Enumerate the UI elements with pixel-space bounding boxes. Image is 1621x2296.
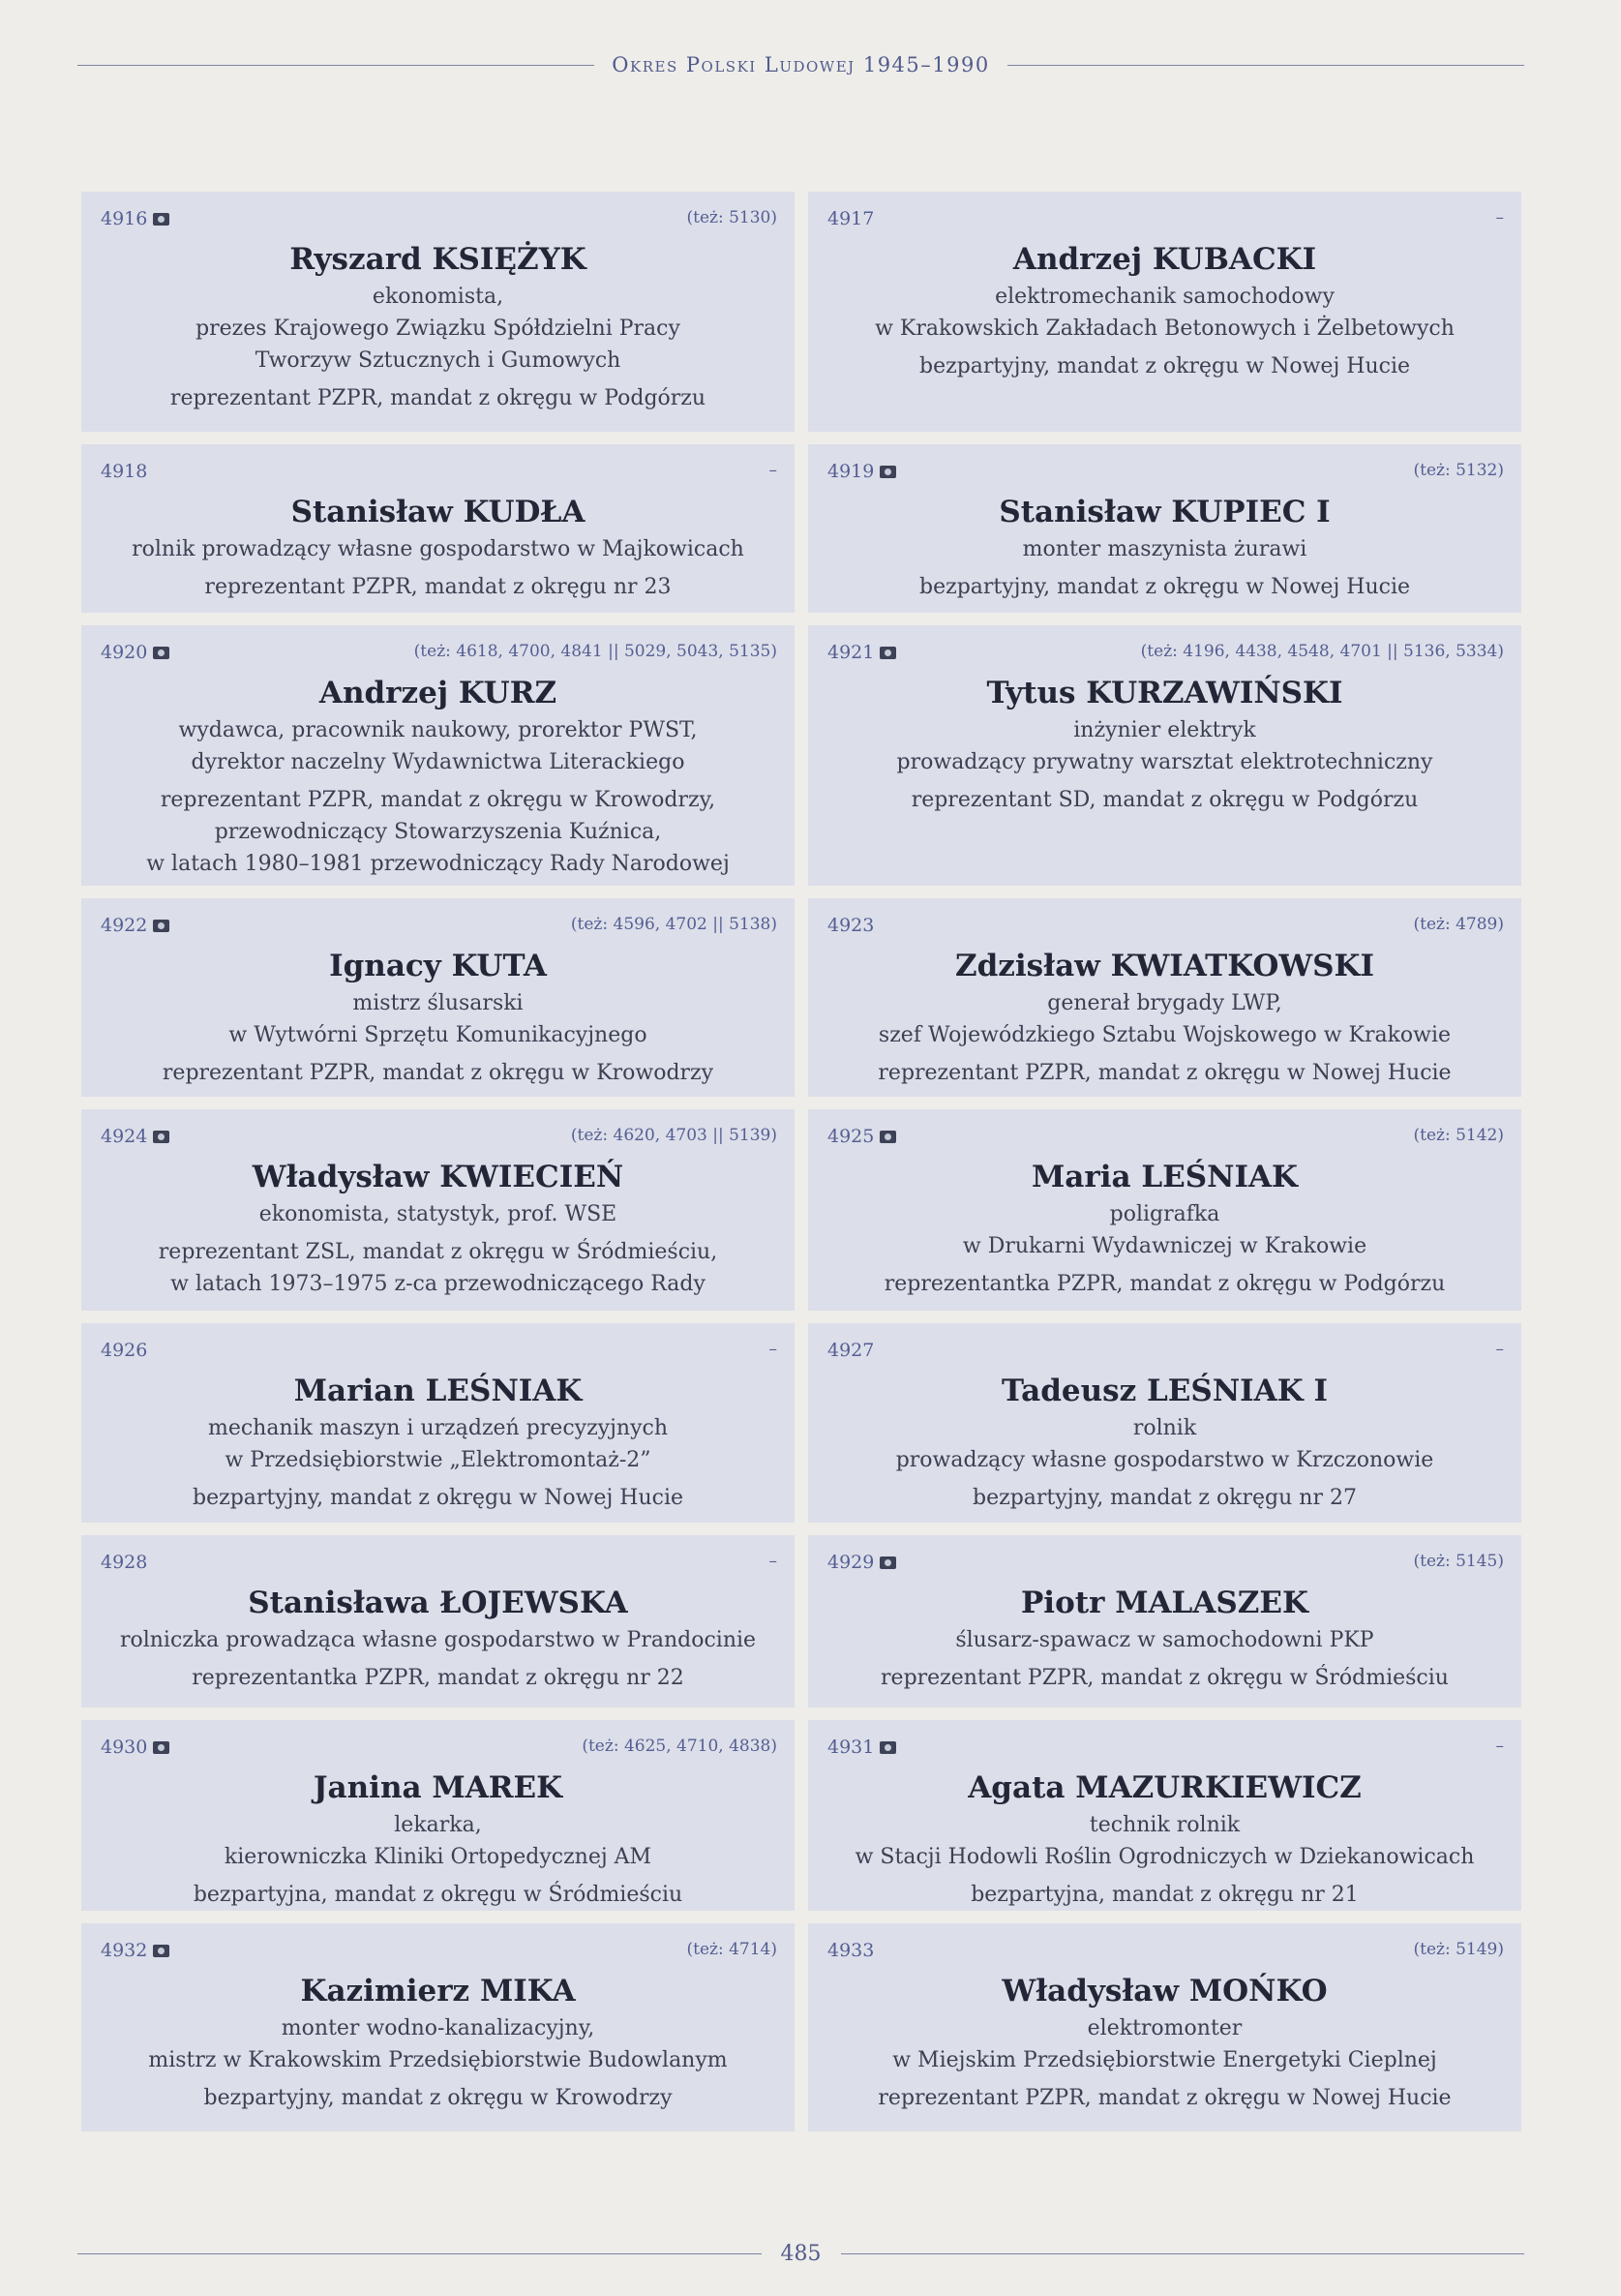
entry-number [101,1126,169,1147]
entry-description-line: rolnik prowadzący własne gospodarstwo w Majkowicach [132,537,744,561]
camera-icon [153,1131,169,1143]
running-header [77,50,1524,79]
entry-cross-reference: (też: 5130) [686,208,777,227]
entry-description-line: bezpartyjny, mandat z okręgu w Nowej Hucie [193,1486,683,1510]
entry-number-text: 4931 [827,1737,875,1758]
person-name: Marian LEŚNIAK [293,1374,583,1408]
entry-description-line: w Drukarni Wydawniczej w Krakowie [962,1234,1367,1258]
entry-description-line: kierowniczka Kliniki Ortopedycznej AM [224,1845,652,1869]
person-name: Piotr MALASZEK [1020,1586,1308,1620]
entry-number [827,915,874,936]
entry-description-line: wydawca, pracownik naukowy, prorektor PWST, [178,718,698,742]
entry-description-line: dyrektor naczelny Wydawnictwa Literackiego [191,750,685,774]
person-name: Maria LEŚNIAK [1031,1160,1299,1194]
entry-card [808,1323,1521,1523]
entry-card [808,1109,1521,1311]
camera-icon [880,1741,896,1754]
entry-description-line: reprezentant PZPR, mandat z okręgu w Krowodrzy [162,1061,714,1085]
entry-card [808,1923,1521,2131]
entry-card [81,1535,795,1707]
entry-description-line: bezpartyjna, mandat z okręgu nr 21 [971,1883,1359,1907]
entry-description-line: mistrz w Krakowskim Przedsiębiorstwie Budowlanym [148,2048,728,2072]
camera-icon [880,1556,896,1569]
entry-body [101,1584,775,1694]
entry-description-line: technik rolnik [1089,1813,1241,1837]
person-name: Kazimierz MIKA [300,1974,576,2009]
entry-description-line: w Przedsiębiorstwie „Elektromontaż-2” [225,1448,651,1472]
entry-number [101,208,169,229]
entry-description-line: ekonomista, statystyk, prof. WSE [258,1202,617,1226]
entry-description-line: reprezentant ZSL, mandat z okręgu w Śródmieściu, [158,1240,718,1264]
entry-description-line: bezpartyjny, mandat z okręgu nr 27 [973,1486,1357,1510]
entries-grid [81,192,1521,2131]
entry-body [101,240,775,414]
entry-cross-reference: (też: 4625, 4710, 4838) [582,1737,777,1756]
entry-number-text: 4930 [101,1737,148,1758]
person-name: Andrzej KURZ [318,676,557,710]
entry-card [808,625,1521,886]
entry-number [827,461,896,482]
entry-description-line: prezes Krajowego Związku Spółdzielni Pracy [195,317,680,341]
person-name: Ryszard KSIĘŻYK [289,242,586,277]
person-name: Tytus KURZAWIŃSKI [986,676,1343,710]
footer-rule-left [77,2253,762,2254]
entry-card [81,192,795,432]
entry-body [827,1372,1502,1514]
entry-cross-reference: (też: 5132) [1413,461,1504,480]
entry-description-line: w latach 1980–1981 przewodniczący Rady Narodowej [146,852,730,876]
person-name: Władysław KWIECIEŃ [252,1160,624,1194]
entry-description-line: w Krakowskich Zakładach Betonowych i Żelbetowych [875,317,1455,341]
entry-description-line: reprezentant PZPR, mandat z okręgu w Śródmieściu [881,1666,1449,1690]
entry-body [827,1972,1502,2114]
entry-card [81,1720,795,1911]
person-name: Agata MAZURKIEWICZ [968,1770,1362,1805]
entry-description-line: lekarka, [394,1813,482,1837]
entry-card [81,1323,795,1523]
entry-card [808,444,1521,613]
entry-cross-reference: – [1495,208,1504,227]
entry-number-text: 4918 [101,461,148,482]
camera-icon [880,647,896,659]
entry-number-text: 4932 [101,1940,148,1961]
entry-number-text: 4919 [827,461,875,482]
camera-icon [153,213,169,226]
entry-description-line: ekonomista, [372,285,504,309]
entry-description-line: mechanik maszyn i urządzeń precyzyjnych [207,1416,669,1440]
entry-description-line: rolniczka prowadząca własne gospodarstwo w Prandocinie [119,1628,757,1652]
person-name: Stanisław KUDŁA [290,495,585,529]
entry-cross-reference: (też: 4618, 4700, 4841 || 5029, 5043, 5135) [413,642,777,661]
entry-number-text: 4916 [101,208,148,229]
entry-description-line: w Wytwórni Sprzętu Komunikacyjnego [228,1023,647,1047]
entry-number [827,1940,874,1961]
entry-number-text: 4926 [101,1340,148,1361]
camera-icon [153,647,169,659]
entry-card [81,898,795,1097]
entry-body [101,1158,775,1300]
entry-number [101,1940,169,1961]
entry-description-line: reprezentantka PZPR, mandat z okręgu w Podgórzu [884,1272,1446,1296]
person-name: Stanisław KUPIEC I [999,495,1331,529]
person-name: Władysław MOŃKO [1002,1974,1328,2009]
entry-description-line: mistrz ślusarski [352,991,524,1015]
entry-card [808,192,1521,432]
page-number: 485 [780,2241,822,2266]
entry-description-line: bezpartyjna, mandat z okręgu w Śródmieściu [193,1883,683,1907]
entry-cross-reference: (też: 4789) [1413,915,1504,934]
entry-number-text: 4922 [101,915,148,936]
camera-icon [153,920,169,932]
entry-card [81,1109,795,1311]
entry-description-line: w latach 1973–1975 z-ca przewodniczącego Rady [170,1272,705,1296]
entry-description-line: generał brygady LWP, [1047,991,1282,1015]
entry-number [101,642,169,663]
camera-icon [153,1741,169,1754]
entry-description-line: reprezentant PZPR, mandat z okręgu w Nowej Hucie [878,1061,1452,1085]
entry-description-line: bezpartyjny, mandat z okręgu w Nowej Hucie [919,575,1410,599]
entry-cross-reference: (też: 5142) [1413,1126,1504,1145]
entry-card [81,625,795,886]
entry-card [81,444,795,613]
entry-description-line: elektromonter [1087,2016,1243,2040]
person-name: Janina MAREK [313,1770,563,1805]
entry-description-line: w Stacji Hodowli Roślin Ogrodniczych w Dziekanowicach [855,1845,1475,1869]
entry-card [81,1923,795,2131]
entry-description-line: reprezentant PZPR, mandat z okręgu w Krowodrzy, [160,788,716,812]
entry-number-text: 4928 [101,1552,148,1573]
entry-number-text: 4924 [101,1126,148,1147]
entry-description-line: szef Wojewódzkiego Sztabu Wojskowego w Krakowie [878,1023,1452,1047]
footer-rule-right [841,2253,1525,2254]
page-footer [77,2234,1524,2273]
header-rule-right [1007,65,1524,66]
entry-cross-reference: – [768,461,777,480]
entry-cross-reference: (też: 5149) [1413,1940,1504,1959]
entry-body [827,240,1502,382]
page-title: Okres Polski Ludowej 1945–1990 [612,53,990,76]
header-rule-left [77,65,594,66]
camera-icon [880,1131,896,1143]
entry-number [827,642,896,663]
entry-number-text: 4925 [827,1126,875,1147]
entry-number [101,1340,147,1361]
entry-body [827,1584,1502,1694]
person-name: Zdzisław KWIATKOWSKI [955,949,1374,983]
person-name: Stanisława ŁOJEWSKA [248,1586,628,1620]
entry-number-text: 4923 [827,915,875,936]
entry-cross-reference: (też: 5145) [1413,1552,1504,1571]
entry-number-text: 4927 [827,1340,875,1361]
entry-description-line: reprezentant PZPR, mandat z okręgu w Nowej Hucie [878,2086,1452,2110]
entry-description-line: reprezentant PZPR, mandat z okręgu w Podgórzu [169,386,706,410]
entry-number-text: 4933 [827,1940,875,1961]
entry-description-line: bezpartyjny, mandat z okręgu w Nowej Hucie [919,354,1410,378]
entry-number [827,208,874,229]
entry-cross-reference: (też: 4714) [686,1940,777,1959]
entry-description-line: reprezentant SD, mandat z okręgu w Podgórzu [911,788,1419,812]
entry-number [101,915,169,936]
entry-number-text: 4920 [101,642,148,663]
entry-body [827,493,1502,603]
entry-number [101,461,147,482]
entry-description-line: reprezentantka PZPR, mandat z okręgu nr 22 [192,1666,684,1690]
person-name: Ignacy KUTA [329,949,547,983]
entry-body [101,674,775,880]
entry-body [101,493,775,603]
entry-description-line: monter maszynista żurawi [1022,537,1307,561]
entry-number [101,1737,169,1758]
entry-description-line: inżynier elektryk [1073,718,1256,742]
entry-cross-reference: – [768,1552,777,1571]
camera-icon [880,466,896,478]
entry-card [808,898,1521,1097]
entry-body [827,674,1502,816]
entry-number-text: 4929 [827,1552,875,1573]
entry-description-line: w Miejskim Przedsiębiorstwie Energetyki Cieplnej [892,2048,1437,2072]
entry-description-line: elektromechanik samochodowy [995,285,1335,309]
entry-cross-reference: (też: 4196, 4438, 4548, 4701 || 5136, 5334) [1140,642,1504,661]
person-name: Tadeusz LEŚNIAK I [1002,1374,1328,1408]
entry-description-line: prowadzący własne gospodarstwo w Krzczonowie [895,1448,1434,1472]
entry-description-line: ślusarz-spawacz w samochodowni PKP [955,1628,1374,1652]
entry-description-line: przewodniczący Stowarzyszenia Kuźnica, [214,820,662,844]
camera-icon [153,1945,169,1957]
entry-number [101,1552,147,1573]
entry-number [827,1737,896,1758]
entry-body [827,947,1502,1089]
entry-description-line: rolnik [1132,1416,1197,1440]
entry-number-text: 4921 [827,642,875,663]
entry-cross-reference: – [768,1340,777,1359]
entry-number-text: 4917 [827,208,875,229]
person-name: Andrzej KUBACKI [1012,242,1317,277]
entry-card [808,1720,1521,1911]
entry-description-line: Tworzyw Sztucznych i Gumowych [255,348,621,373]
entry-card [808,1535,1521,1707]
entry-number [827,1552,896,1573]
entry-description-line: reprezentant PZPR, mandat z okręgu nr 23 [204,575,672,599]
entry-number [827,1126,896,1147]
entry-number [827,1340,874,1361]
entry-description-line: bezpartyjny, mandat z okręgu w Krowodrzy [203,2086,673,2110]
entry-body [101,1372,775,1514]
entry-body [827,1768,1502,1911]
entry-cross-reference: (też: 4596, 4702 || 5138) [570,915,777,934]
entry-description-line: monter wodno-kanalizacyjny, [281,2016,595,2040]
entry-body [101,947,775,1089]
entry-body [827,1158,1502,1300]
entry-description-line: poligrafka [1109,1202,1220,1226]
entry-cross-reference: – [1495,1340,1504,1359]
entry-cross-reference: – [1495,1737,1504,1756]
entry-description-line: prowadzący prywatny warsztat elektrotechniczny [896,750,1433,774]
entry-body [101,1972,775,2114]
entry-body [101,1768,775,1911]
entry-cross-reference: (też: 4620, 4703 || 5139) [570,1126,777,1145]
